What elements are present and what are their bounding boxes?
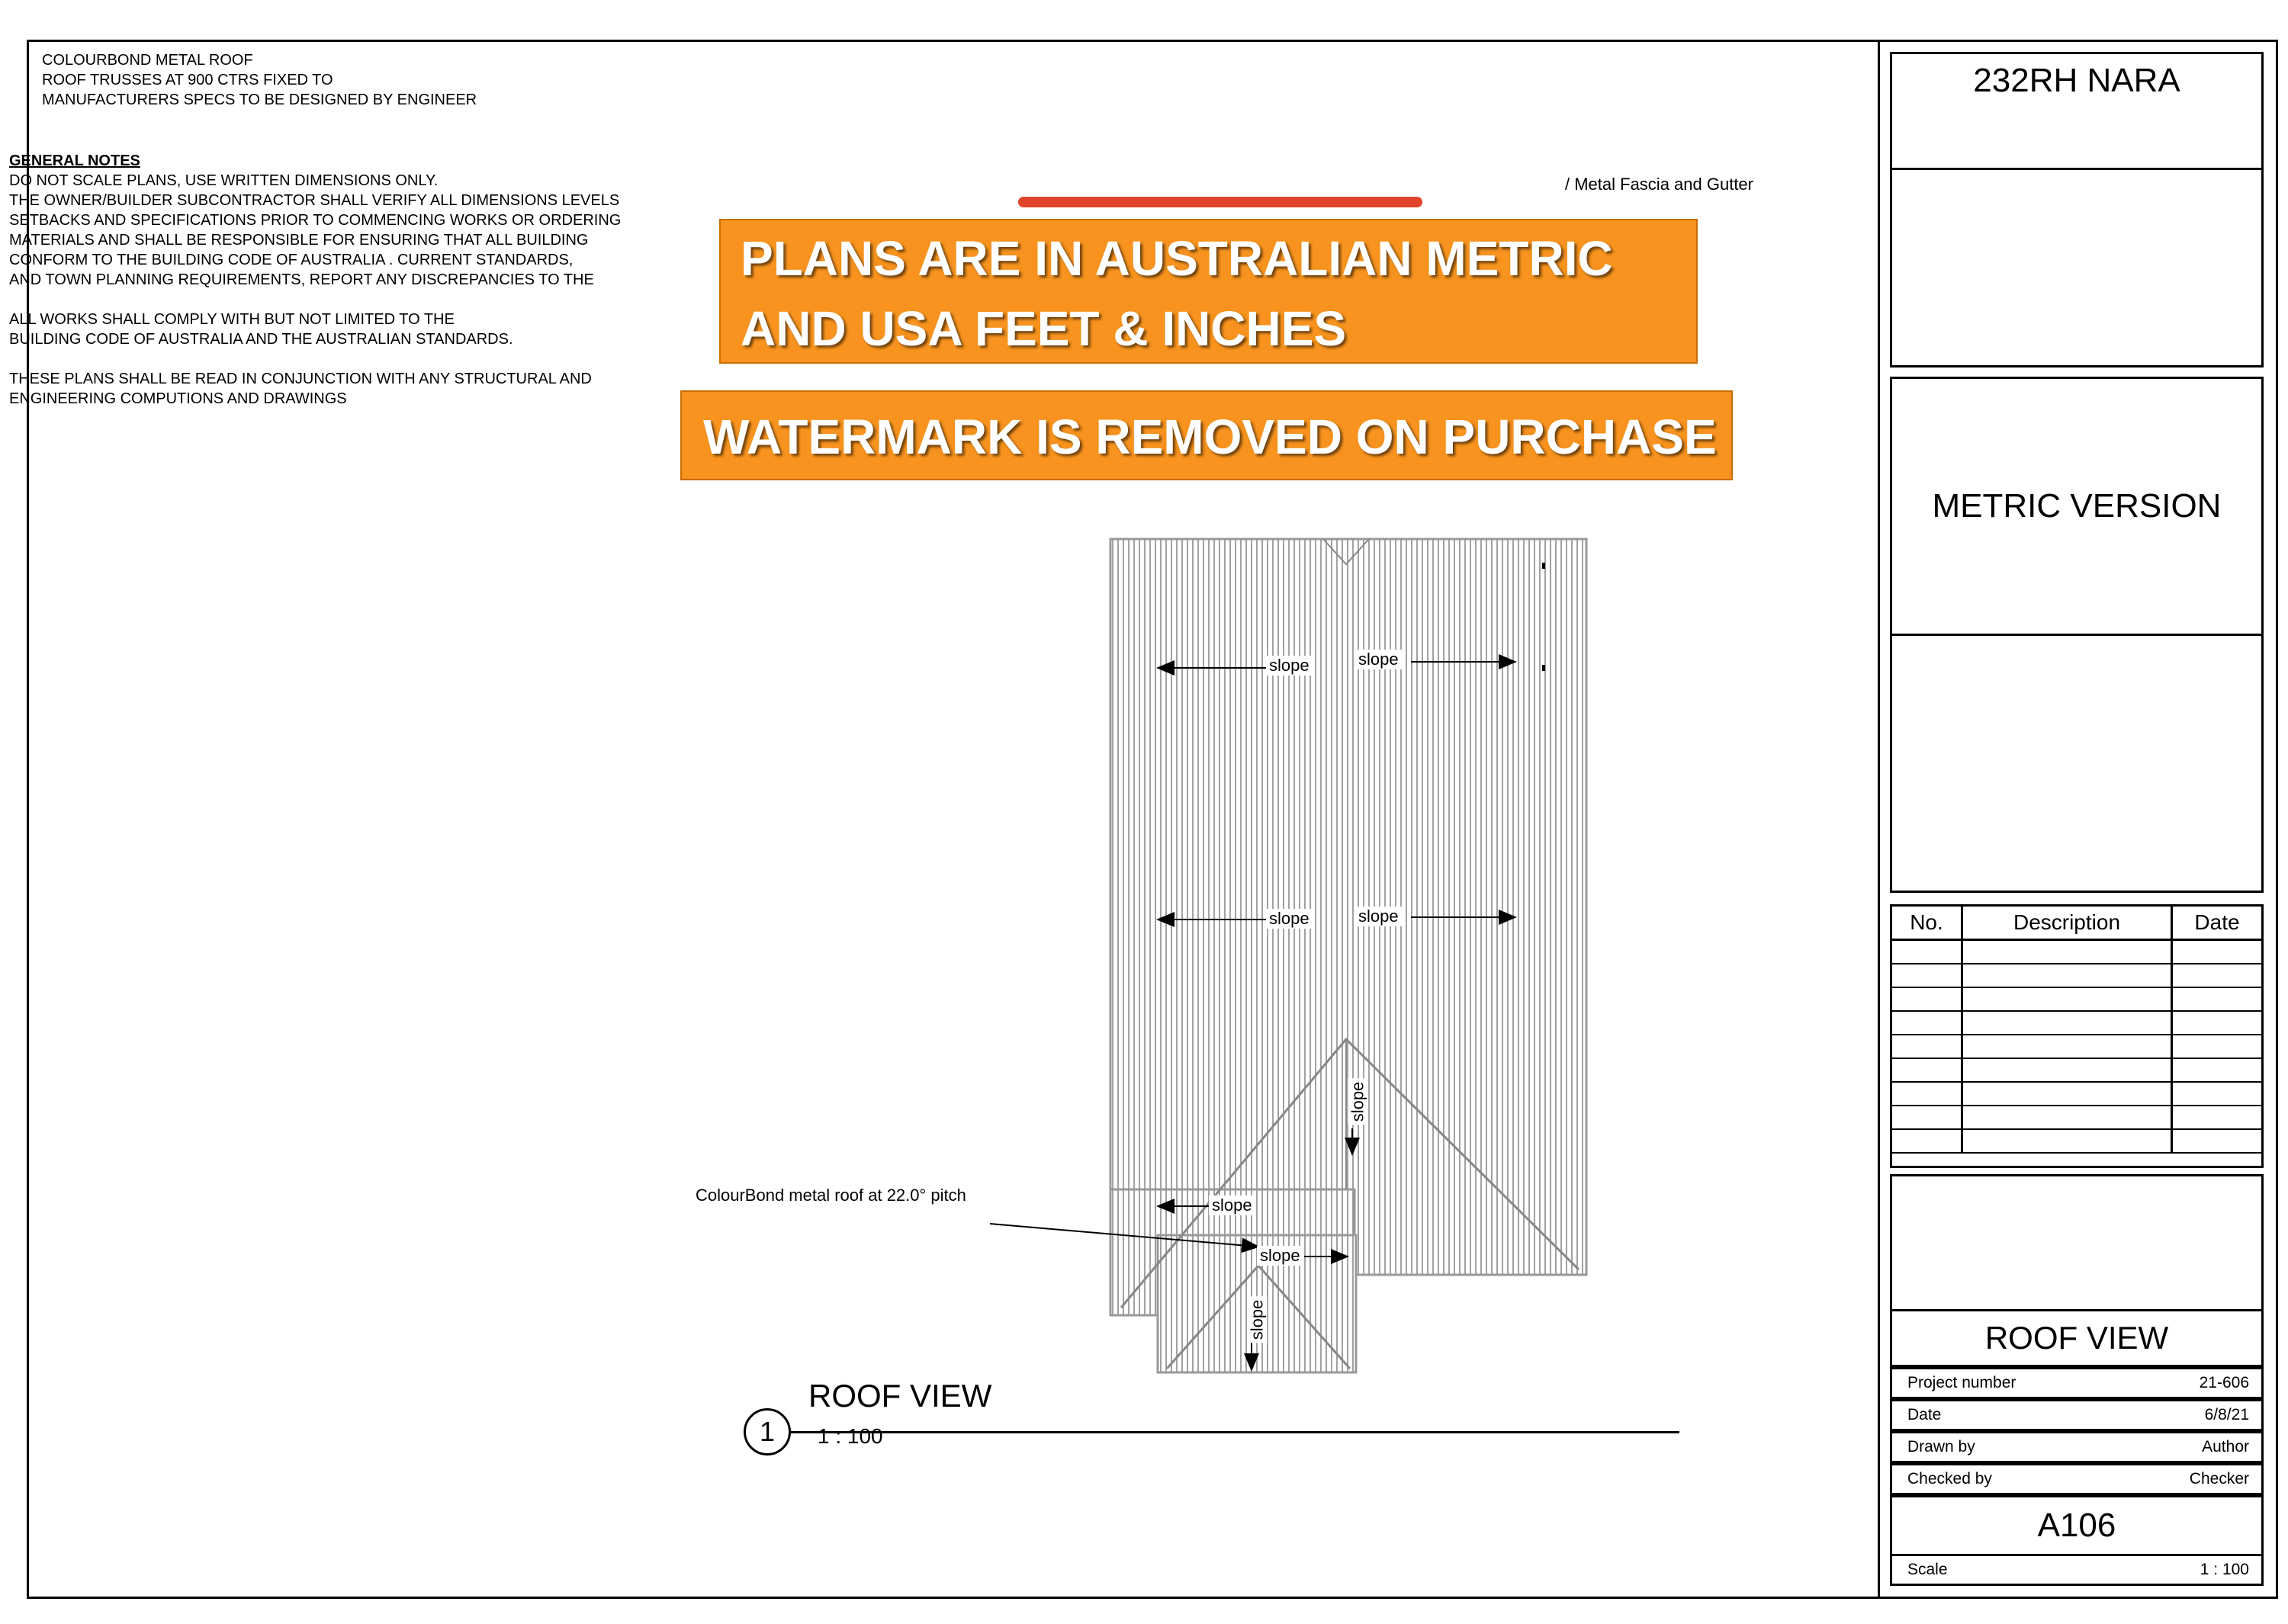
- slope-label: slope: [1266, 909, 1313, 929]
- general-notes-heading: GENERAL NOTES: [9, 152, 140, 169]
- table-row: [1892, 941, 2261, 964]
- roof-material-label: ColourBond metal roof at 22.0° pitch: [696, 1186, 966, 1205]
- project-name-box: [1890, 52, 2264, 170]
- title-block-divider: [1878, 40, 1880, 1599]
- slope-label: slope: [1266, 656, 1313, 676]
- view-scale: 1 : 100: [818, 1424, 883, 1448]
- watermark-banner: WATERMARK IS REMOVED ON PURCHASE: [680, 390, 1733, 480]
- drawn-by-row: [1890, 1431, 2264, 1463]
- version-box: [1890, 377, 2264, 636]
- checked-by-row: [1890, 1463, 2264, 1495]
- note-line: MANUFACTURERS SPECS TO BE DESIGNED BY ENGINEER: [42, 91, 477, 108]
- project-name: 232RH NARA: [1973, 62, 2180, 99]
- slope-label: slope: [1355, 907, 1402, 926]
- table-row: [1892, 1130, 2261, 1154]
- note-line: CONFORM TO THE BUILDING CODE OF AUSTRALIA . CURRENT STANDARDS,: [9, 252, 574, 268]
- project-number-label: Project number: [1907, 1374, 2016, 1391]
- project-number: 21-606: [2199, 1374, 2249, 1391]
- note-line: ROOF TRUSSES AT 900 CTRS FIXED TO: [42, 72, 333, 88]
- sheet-name-box: [1890, 1309, 2264, 1367]
- sheet-number-box: [1890, 1495, 2264, 1556]
- note-line: MATERIALS AND SHALL BE RESPONSIBLE FOR ENSURING THAT ALL BUILDING: [9, 232, 589, 249]
- date-value: 6/8/21: [2204, 1406, 2249, 1423]
- table-row: [1892, 964, 2261, 988]
- note-line: COLOURBOND METAL ROOF: [42, 52, 253, 69]
- banner-line: AND USA FEET & INCHES: [741, 301, 1347, 356]
- revision-header: [1892, 907, 2261, 941]
- table-row: [1892, 1083, 2261, 1106]
- drawn-by-value: Author: [2202, 1438, 2249, 1456]
- note-line: AND TOWN PLANNING REQUIREMENTS, REPORT ANY DISCREPANCIES TO THE: [9, 271, 594, 288]
- note-line: ENGINEERING COMPUTIONS AND DRAWINGS: [9, 390, 347, 407]
- rev-col-description: Description: [1963, 907, 2173, 939]
- slope-label: slope: [1355, 650, 1402, 669]
- scale-label: Scale: [1907, 1561, 1948, 1578]
- banner-line: PLANS ARE IN AUSTRALIAN METRIC: [741, 231, 1613, 286]
- main-roof: [1110, 539, 1586, 1275]
- note-line: THESE PLANS SHALL BE READ IN CONJUNCTION WITH ANY STRUCTURAL AND: [9, 371, 592, 387]
- note-line: SETBACKS AND SPECIFICATIONS PRIOR TO COMMENCING WORKS OR ORDERING: [9, 212, 622, 229]
- table-row: [1892, 988, 2261, 1012]
- slope-label: slope: [1209, 1196, 1255, 1215]
- note-line: ALL WORKS SHALL COMPLY WITH BUT NOT LIMITED TO THE: [9, 311, 455, 328]
- drawn-by-label: Drawn by: [1907, 1438, 1975, 1456]
- version-label: METRIC VERSION: [1932, 487, 2222, 525]
- slope-label: slope: [1247, 1297, 1267, 1343]
- scale-row: [1890, 1554, 2264, 1586]
- view-number: 1: [744, 1408, 791, 1456]
- plans-units-banner: [719, 219, 1698, 364]
- slope-label: slope: [1257, 1246, 1303, 1266]
- date-label: Date: [1907, 1406, 1942, 1423]
- checked-by-label: Checked by: [1907, 1470, 1992, 1488]
- scale-value: 1 : 100: [2200, 1561, 2249, 1578]
- sheet-number: A106: [2037, 1507, 2116, 1544]
- title-block-blank: [1890, 634, 2264, 893]
- date-row: [1890, 1399, 2264, 1431]
- note-line: DO NOT SCALE PLANS, USE WRITTEN DIMENSIONS ONLY.: [9, 172, 439, 189]
- table-row: [1892, 1035, 2261, 1059]
- checked-by-value: Checker: [2189, 1470, 2249, 1488]
- note-line: BUILDING CODE OF AUSTRALIA AND THE AUSTRALIAN STANDARDS.: [9, 331, 513, 348]
- view-title: ROOF VIEW: [808, 1378, 992, 1414]
- sheet-name: ROOF VIEW: [1984, 1320, 2169, 1356]
- project-number-row: [1890, 1367, 2264, 1399]
- table-row: [1892, 1106, 2261, 1130]
- slope-label: slope: [1348, 1079, 1367, 1125]
- table-row: [1892, 1059, 2261, 1083]
- view-title-line: [791, 1431, 1679, 1433]
- rev-col-no: No.: [1892, 907, 1963, 939]
- note-line: THE OWNER/BUILDER SUBCONTRACTOR SHALL VERIFY ALL DIMENSIONS LEVELS: [9, 192, 620, 209]
- title-block-blank: [1890, 1174, 2264, 1311]
- fascia-label: / Metal Fascia and Gutter: [1565, 175, 1753, 194]
- title-block-blank: [1890, 168, 2264, 367]
- rev-col-date: Date: [2194, 910, 2240, 934]
- revision-table: [1890, 904, 2264, 1168]
- table-row: [1892, 1012, 2261, 1035]
